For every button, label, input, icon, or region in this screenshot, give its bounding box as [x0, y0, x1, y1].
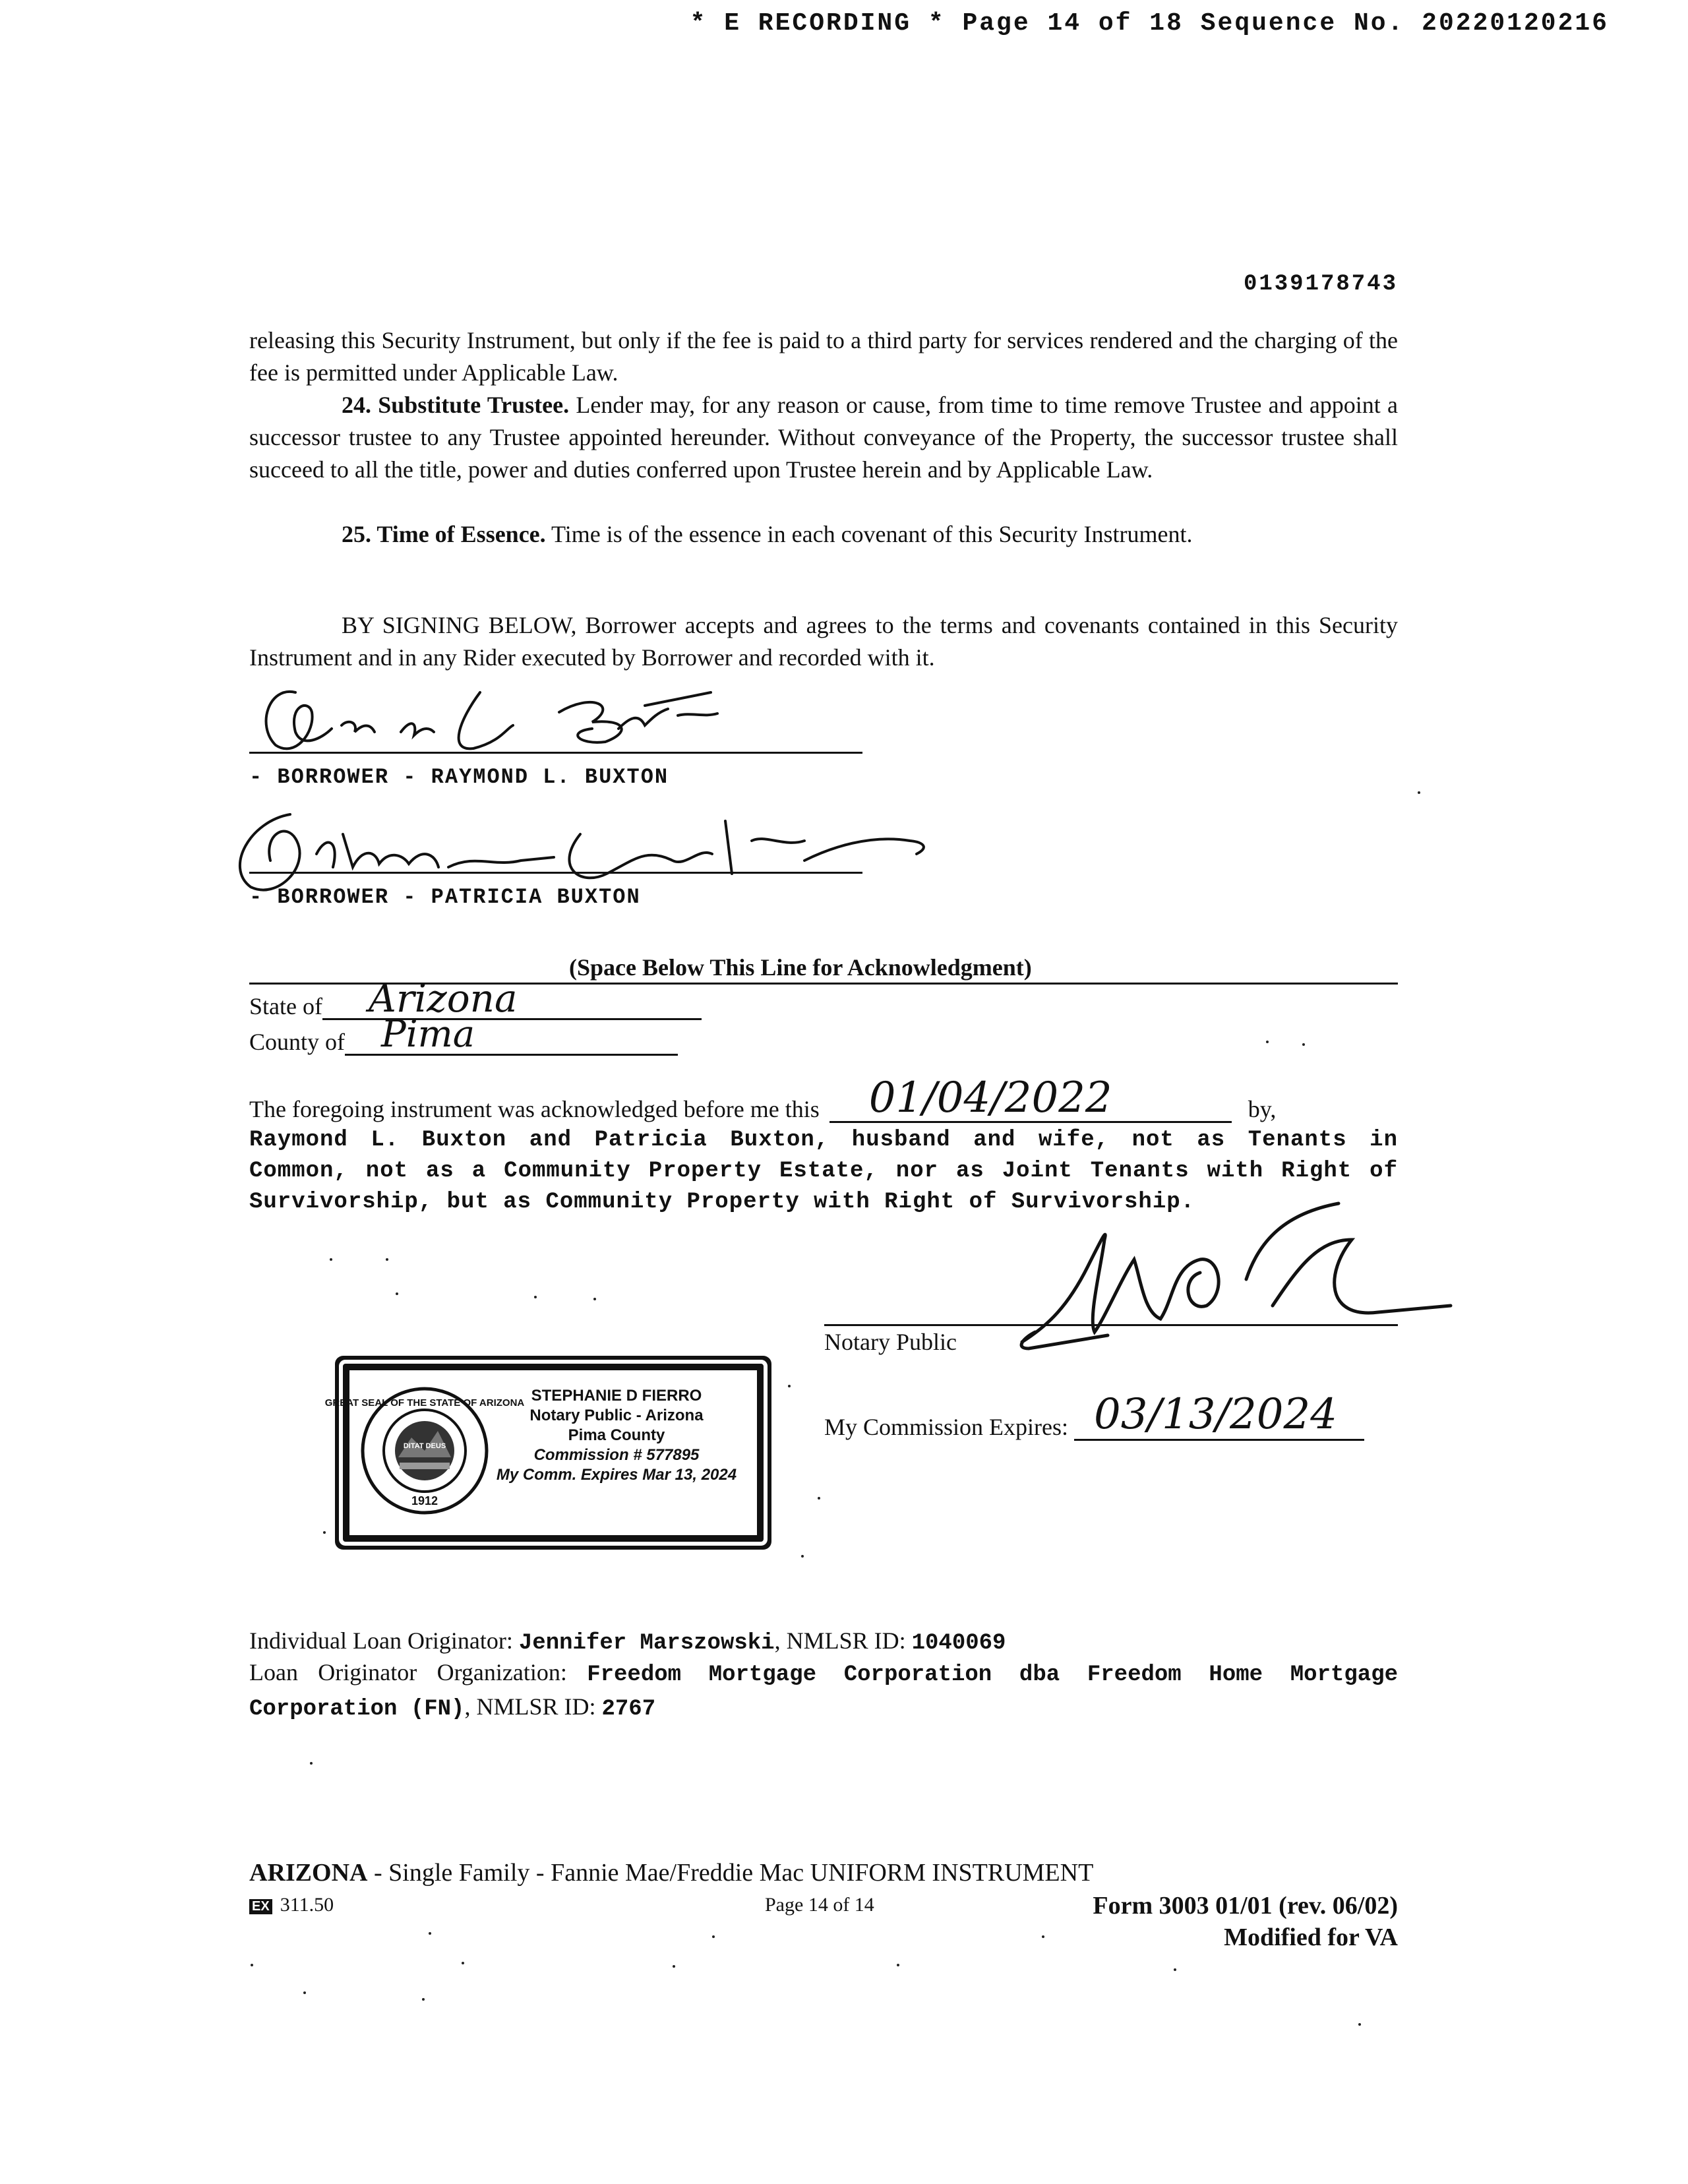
commission-value: 03/13/2024	[1094, 1390, 1337, 1439]
footer-state: ARIZONA	[249, 1859, 368, 1887]
commission-label: My Commission Expires:	[824, 1414, 1069, 1440]
notary-commission: Commission # 577895	[533, 1446, 700, 1464]
notary-title: Notary Public - Arizona	[529, 1407, 704, 1424]
footer-page: Page 14 of 14	[765, 1894, 874, 1916]
borrower2-label: - BORROWER - PATRICIA BUXTON	[249, 885, 641, 909]
state-value: Arizona	[368, 976, 518, 1021]
individual-id-label: , NMLSR ID:	[774, 1627, 906, 1654]
borrower1-signature-drawing	[249, 666, 862, 765]
state-row	[249, 976, 702, 1021]
individual-id: 1040069	[911, 1631, 1006, 1656]
date-field	[829, 1074, 1232, 1123]
footer-form: Form 3003 01/01 (rev. 06/02)	[1093, 1892, 1398, 1920]
loan-number: 0139178743	[1243, 272, 1398, 297]
acknowledgment-heading: (Space Below This Line for Acknowledgment)	[569, 954, 1032, 981]
county-label: County of	[249, 1029, 346, 1055]
section-25-title: 25. Time of Essence.	[342, 521, 546, 547]
date-value: 01/04/2022	[868, 1074, 1112, 1122]
organization-id: 2767	[601, 1697, 656, 1722]
state-field	[322, 976, 702, 1021]
section-24	[249, 389, 1398, 486]
organization-name: Freedom Mortgage Corporation dba Freedom Home Mortgage Corporation (FN)	[249, 1662, 1398, 1722]
notary-signature	[1009, 1200, 1457, 1352]
individual-originator-label: Individual Loan Originator:	[249, 1627, 513, 1654]
notary-county: Pima County	[568, 1426, 665, 1444]
individual-originator-row	[249, 1625, 1006, 1659]
county-row	[249, 1013, 678, 1056]
seal-motto: DITAT DEUS	[403, 1442, 446, 1450]
state-label: State of	[249, 993, 322, 1019]
borrower1-signature	[249, 666, 862, 758]
notary-label: Notary Public	[824, 1329, 957, 1355]
section-25-text: Time is of the essence in each covenant of this Security Instrument.	[545, 521, 1193, 547]
section-25	[249, 518, 1398, 551]
borrower1-label: - BORROWER - RAYMOND L. BUXTON	[249, 765, 669, 789]
commission-field	[1074, 1390, 1364, 1441]
county-value: Pima	[381, 1013, 475, 1056]
parties-text: Raymond L. Buxton and Patricia Buxton, husband and wife, not as Tenants in Common, not as a Community Property Estate, nor as Joint Tenants with Right of Survivorship, but as Community Property with Right of Survivorship.	[249, 1128, 1398, 1215]
seal-year: 1912	[411, 1494, 438, 1507]
organization-id-label: , NMLSR ID:	[464, 1693, 596, 1720]
borrower1-signature-line	[249, 752, 862, 754]
organization-originator-row	[249, 1656, 1398, 1725]
by-text: by,	[1248, 1096, 1277, 1122]
seal-text-block	[491, 1386, 742, 1485]
foregoing-row	[249, 1074, 1277, 1123]
footer-code-row	[249, 1894, 334, 1916]
section-24-text: Lender may, for any reason or cause, from time to time remove Trustee and appoint a successor trustee to any Trustee appointed hereunder. Without conveyance of the Property, the successor trustee shall succeed to all the title, power and duties conferred upon Trustee herein and by Applicable Law.	[249, 392, 1398, 483]
recording-header: * E RECORDING * Page 14 of 18 Sequence No. 20220120216	[690, 9, 1609, 38]
footer-title-rest: - Single Family - Fannie Mae/Freddie Mac UNIFORM INSTRUMENT	[367, 1859, 1094, 1887]
paragraph-fee: releasing this Security Instrument, but only if the fee is paid to a third party for services rendered and the charging of the fee is permitted under Applicable Law.	[249, 327, 1398, 386]
footer-modified: Modified for VA	[1224, 1924, 1398, 1951]
borrower2-signature-line	[249, 872, 862, 874]
foregoing-text: The foregoing instrument was acknowledged before me this	[249, 1096, 820, 1122]
form-code: 311.50	[280, 1894, 334, 1916]
commission-row	[824, 1390, 1364, 1441]
individual-originator-name: Jennifer Marszowski	[518, 1631, 775, 1656]
borrower2-signature-drawing	[211, 795, 950, 900]
section-24-title: 24. Substitute Trustee.	[342, 392, 570, 418]
organization-label: Loan Originator Organization:	[249, 1659, 567, 1685]
state-seal-emblem	[324, 1385, 525, 1517]
borrower2-signature	[211, 795, 950, 900]
seal-ring-text: GREAT SEAL OF THE STATE OF ARIZONA	[324, 1397, 525, 1409]
notary-name: STEPHANIE D FIERRO	[531, 1387, 702, 1405]
form-code-icon: EX	[249, 1899, 272, 1914]
notary-signature-line	[824, 1324, 1398, 1326]
notary-signature-drawing	[1009, 1200, 1457, 1352]
signing-statement: BY SIGNING BELOW, Borrower accepts and agrees to the terms and covenants contained in this Security Instrument and in any Rider executed by Borrower and recorded with it.	[249, 612, 1398, 671]
county-field	[345, 1013, 678, 1056]
notary-seal-stamp	[324, 1364, 764, 1542]
footer-title	[249, 1858, 1093, 1887]
notary-expires: My Comm. Expires Mar 13, 2024	[496, 1466, 737, 1484]
